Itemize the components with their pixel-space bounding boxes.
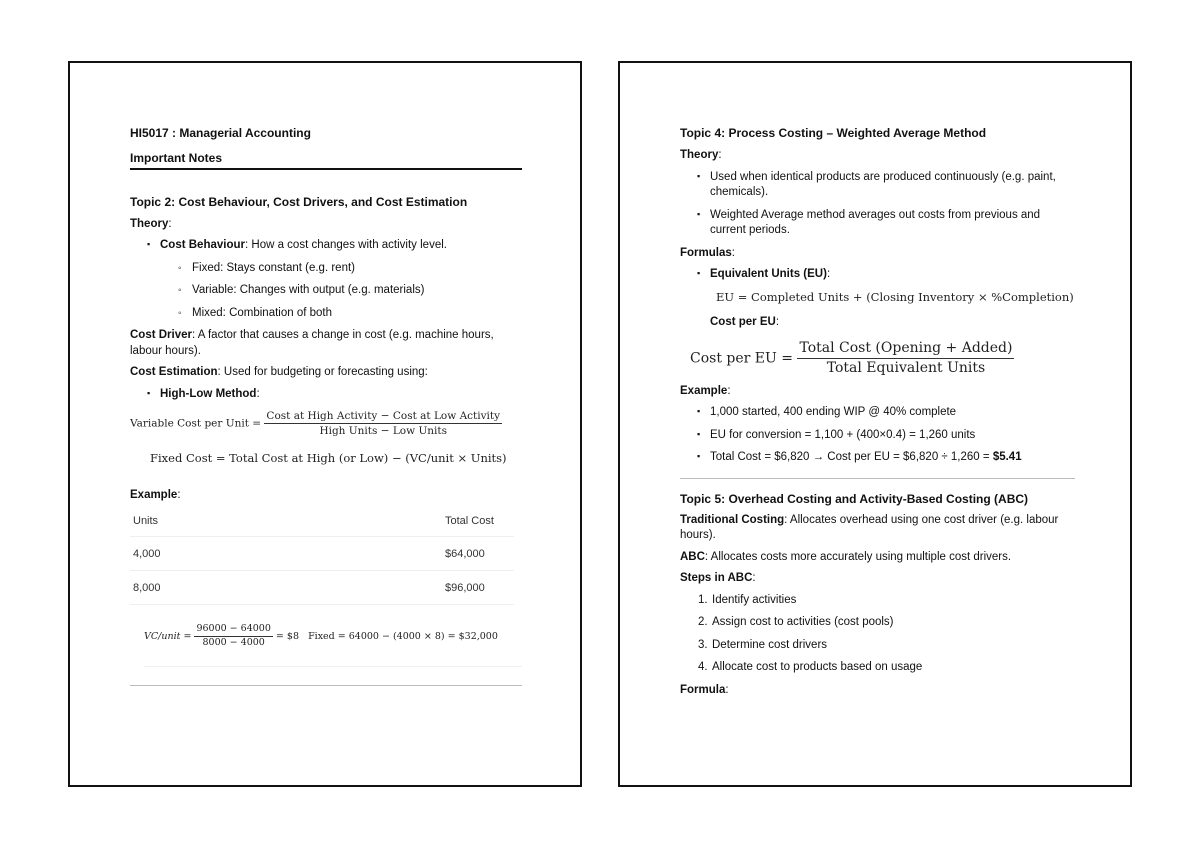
table-row [130,571,514,605]
list-item: ▪ Cost Behaviour: How a cost changes with activity level. [130,238,522,254]
cost-per-eu-label: Cost per EU [710,316,776,329]
topic-heading: Topic 5: Overhead Costing and Activity-Based Costing (ABC) [680,491,1029,506]
theory-label: Theory [680,149,719,162]
cost-estimation-definition: Cost Estimation: Used for budgeting or forecasting using: [130,366,428,379]
table-cell: $96,000 [442,571,514,605]
example-calculation: VC/unit = $\frac{96000 - 64000}{8000 - 4000}$ = $8 Fixed = 64000 − (4000 × 8) = $32,000 [144,623,522,667]
section-divider [130,685,522,686]
equivalent-units-formula: EU = Completed Units + (Closing Inventory × %Completion) [716,289,1074,304]
fixed-cost-formula: Fixed Cost = Total Cost at High (or Low) − (VC/unit × Units) [150,450,507,465]
document-page-right [618,61,1132,787]
steps-label: Steps in ABC [680,572,753,585]
cost-driver-definition: Cost Driver: A factor that causes a change in cost (e.g. machine hours, labour hours). [130,329,494,357]
title-divider [130,168,522,170]
list-item: ▪ Total Cost = $6,820 → Cost per EU = $6,820 ÷ 1,260 = $5.41 [680,450,1075,466]
list-item: 2. Assign cost to activities (cost pools) [698,616,894,629]
list-item: 3. Determine cost drivers [698,638,828,651]
document-subtitle: Important Notes [130,151,223,166]
theory-label: Theory [130,217,169,230]
course-title: HI5017 : Managerial Accounting [130,126,311,140]
example-label: Example [130,489,178,502]
table-header-row [130,510,514,537]
topic-heading: Topic 4: Process Costing – Weighted Average Method [680,126,987,140]
list-item: ▪ Weighted Average method averages out costs from previous and current periods. [680,208,1061,239]
document-page-left [68,61,582,787]
units-cost-table [130,510,514,606]
table-cell: 8,000 [130,571,442,605]
formula-label: Formula [680,683,726,696]
list-item: ◦ Mixed: Combination of both [130,306,522,322]
list-item: ◦ Fixed: Stays constant (e.g. rent) [130,261,522,277]
list-item: ▪ Used when identical products are produced continuously (e.g. paint, chemicals). [680,170,1061,201]
page-content: Topic 4: Process Costing – Weighted Average Method Theory: ▪ Used when identical products are produced continuously (e.g. paint, chemicals). ▪ Weighted Average method averages out costs from previous and current periods. Formulas: ▪ Equivalent Units (EU): EU = Completed Units + (Closing Inventory × %Completion) Cost per EU: Cost per EU = $\frac{\text{Total Cost (Opening + Added)}}{\text{Total Equivalent Units}}$ Example: ▪ 1,000 started, 400 ending WIP @ 40% complete ▪ EU for conversion = 1,100 + (400×0.4) = 1,260 units ▪ Total Cost = $6,820 → Cost per EU = $6,820 ÷ 1,260 = $5.41 Topic 5: Overhead Costing and Activity-Based Costing (ABC) Traditional Costing: Allocates overhead using one cost driver (e.g. labour hours). ABC: Allocates costs more accurately using multiple cost drivers. Steps in ABC: 1. Identify activities 2. Assign cost to activities (cost pools) 3. Determine cost drivers 4. Allocate cost to products based on usage Formula: [680,125,1075,705]
list-item: ▪ Equivalent Units (EU): [680,267,1075,283]
abc-definition: ABC: Allocates costs more accurately using multiple cost drivers. [680,550,1012,563]
table-cell: 4,000 [130,537,442,571]
table-header: Units [130,510,442,537]
traditional-costing-definition: Traditional Costing: Allocates overhead using one cost driver (e.g. labour hours). [680,513,1059,542]
list-item: ▪ High-Low Method: [130,387,522,403]
section-divider [680,478,1075,479]
example-label: Example [680,384,728,397]
list-item: 1. Identify activities [698,593,797,606]
topic-heading: Topic 2: Cost Behaviour, Cost Drivers, and Cost Estimation [130,195,468,210]
table-row [130,537,514,571]
cost-per-eu-formula: Cost per EU = $\frac{\text{Total Cost (Opening + Added)}}{\text{Total Equivalent Units}}$ [690,339,1013,376]
table-cell: $64,000 [442,537,514,571]
formulas-label: Formulas [680,246,732,259]
page-content: HI5017 : Managerial Accounting Important Notes Topic 2: Cost Behaviour, Cost Drivers, and Cost Estimation Theory: ▪ Cost Behaviour: How a cost changes with activity level. ◦ Fixed: Stays constant (e.g. rent) ◦ Variable: Changes with output (e.g. materials) ◦ Mixed: Combination of both Cost Driver: A factor that causes a change in cost (e.g. machine hours, labour hours). Cost Estimation: Used for budgeting or forecasting using: ▪ High-Low Method: Variable Cost per Unit = $\frac{\text{Cost at High Activity − Cost at Low Activity}}{\text{High Units − Low Units}}$ Fixed Cost = Total Cost at High (or Low) − (VC/unit × Units) Example: Units Total Cost 4,000 $64,000 8,000 $96,000 VC/unit = $\frac{96000 - 64000}{8000 - 4000}$ = $8 Fixed = 64000 − (4000 × 8) = $32,000 [130,125,522,686]
list-item: ▪ 1,000 started, 400 ending WIP @ 40% complete [680,405,1075,421]
variable-cost-formula: Variable Cost per Unit = $\frac{\text{Cost at High Activity − Cost at Low Activity}}{\text{High Units − Low Units}}$ [130,410,501,438]
list-item: ◦ Variable: Changes with output (e.g. materials) [130,283,522,299]
table-header: Total Cost [442,510,514,537]
list-item: ▪ EU for conversion = 1,100 + (400×0.4) = 1,260 units [680,428,1075,444]
list-item: 4. Allocate cost to products based on usage [698,661,923,674]
